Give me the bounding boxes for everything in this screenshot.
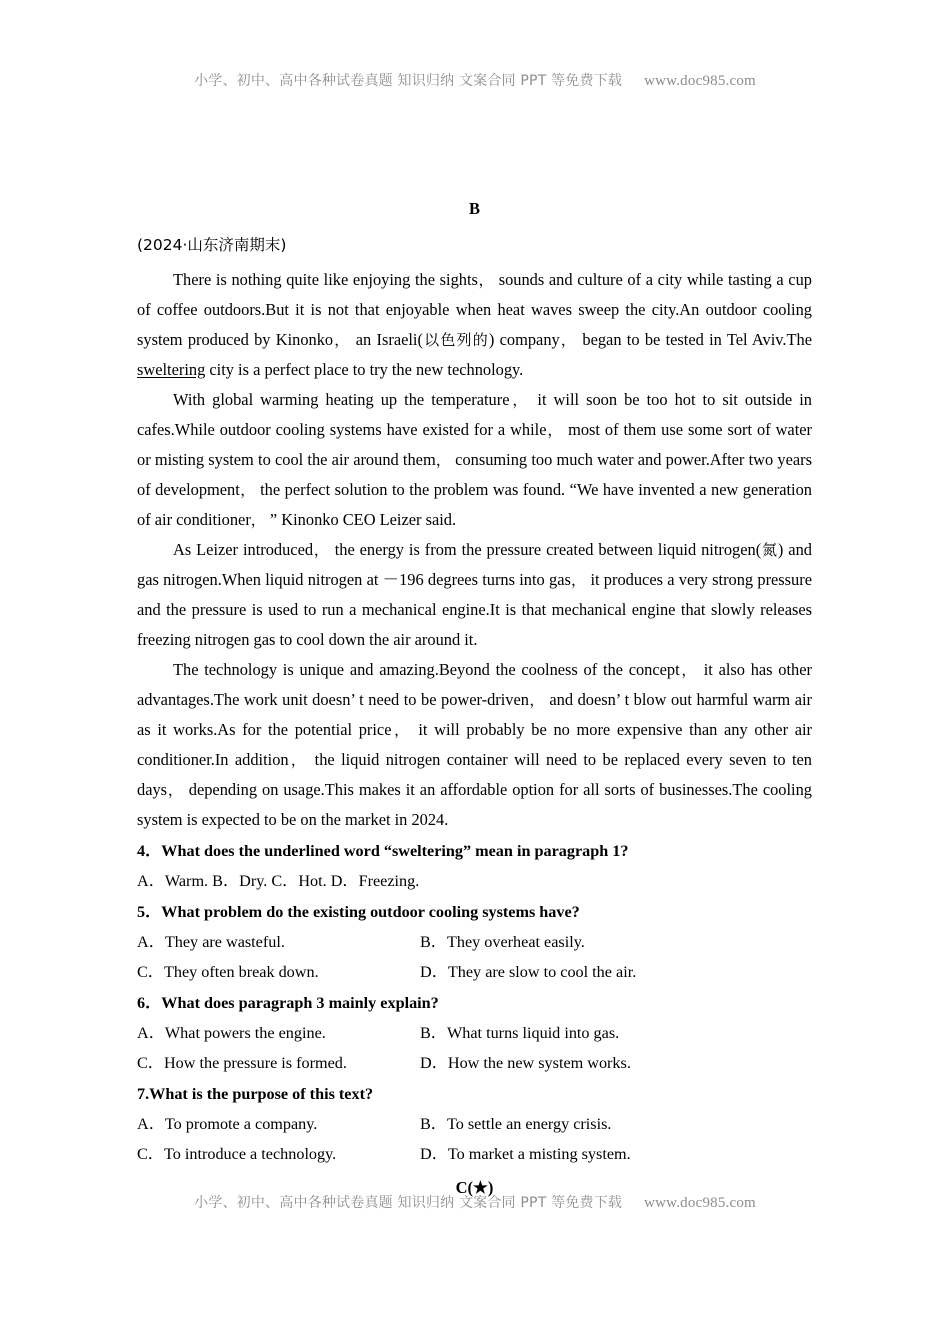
option-b[interactable]	[420, 1109, 812, 1139]
passage-text-run: it will probably be no more expensive than any other air conditioner.In addition	[137, 720, 813, 769]
passage-text-run: it will soon be too hot to sit outside in cafes.While outdoor cooling systems have existed for a while	[137, 390, 812, 439]
option-label: They are slow to cool the air.	[447, 963, 637, 981]
footer-watermark-url: www.doc985.com	[644, 1195, 756, 1211]
option-a[interactable]	[137, 1018, 420, 1048]
option-grid	[137, 927, 812, 987]
option-row	[137, 1139, 812, 1169]
fullwidth-comma: ，	[509, 391, 531, 409]
fullwidth-comma: ，	[333, 331, 351, 349]
passage-text-run: ” Kinonko CEO Leizer said.	[265, 510, 457, 529]
option-letter: A．	[137, 1024, 165, 1042]
option-a[interactable]	[137, 927, 420, 957]
document-content	[137, 0, 812, 1198]
option-grid	[137, 1018, 812, 1078]
option-letter: A．	[137, 1115, 165, 1133]
option-b[interactable]	[420, 1018, 812, 1048]
question-number: 6．	[137, 994, 162, 1012]
passage-text-run: the perfect solution to the problem was found. “We have invented a new generation of air conditioner	[137, 480, 812, 529]
section-heading-b: B	[468, 199, 480, 218]
question-number: 7.	[137, 1085, 150, 1103]
option-row	[137, 1018, 812, 1048]
header-watermark-url: www.doc985.com	[644, 73, 756, 89]
passage-text-run: ) and gas nitrogen.When liquid nitrogen at －196 degrees turns into gas	[137, 540, 812, 589]
fullwidth-comma: ，	[570, 571, 587, 589]
passage-text-run: city is a perfect place to try the new technology.	[205, 360, 524, 379]
passage-text-run: ) company	[488, 330, 560, 349]
option-letter: C．	[137, 963, 164, 981]
option-label: They are wasteful.	[164, 933, 285, 951]
option-label: Freezing.	[358, 872, 420, 890]
option-label: To settle an energy crisis.	[446, 1115, 612, 1133]
fullwidth-comma: ，	[477, 271, 495, 289]
passage-text-run: it produces a very strong pressure and the pressure is used to run a mechanical engine.It is that mechanical engine that slowly releases freezing nitrogen gas to cool down the air around it.	[137, 570, 812, 649]
option-row	[137, 1048, 812, 1078]
question-stem	[137, 897, 812, 927]
option-letter: B．	[420, 1115, 447, 1133]
fullwidth-comma: ，	[313, 541, 330, 559]
option-b[interactable]	[212, 872, 267, 890]
passage-text-run: With global warming heating up the temperature	[173, 390, 510, 409]
option-c[interactable]	[137, 1048, 420, 1078]
option-label: Dry.	[239, 872, 268, 890]
option-label: Hot.	[298, 872, 327, 890]
questions-list	[137, 836, 812, 1169]
passage-paragraph	[137, 265, 812, 385]
question-text: What does the underlined word “sweltering” mean in paragraph 1?	[161, 842, 629, 860]
option-b[interactable]	[420, 927, 812, 957]
option-label: They overheat easily.	[446, 933, 585, 951]
passage-paragraph	[137, 535, 812, 655]
option-letter: D．	[420, 1054, 448, 1072]
fullwidth-comma: ，	[250, 511, 266, 529]
fullwidth-comma: ，	[288, 751, 309, 769]
question-number: 4．	[137, 842, 162, 860]
fullwidth-comma: ，	[239, 481, 256, 499]
question-text: What does paragraph 3 mainly explain?	[161, 994, 439, 1012]
option-grid	[137, 1109, 812, 1169]
question-stem	[137, 988, 812, 1018]
option-letter: D．	[420, 1145, 448, 1163]
option-letter: D．	[420, 963, 448, 981]
passage-text-run: sounds and culture of a city while tasting a cup of coffee outdoors.But it is not that enjoyable when heat waves sweep the city.An outdoor cooling system produced by Kinonko	[137, 270, 812, 349]
option-letter: B．	[212, 872, 240, 890]
chinese-gloss: 以色列的	[422, 331, 489, 349]
option-c[interactable]	[137, 1139, 420, 1169]
option-letter: C．	[137, 1145, 164, 1163]
fullwidth-comma: ，	[391, 721, 412, 739]
underlined-word: sweltering	[137, 360, 206, 379]
option-letter: C．	[271, 872, 299, 890]
passage-text-run: an Israeli(	[350, 330, 423, 349]
option-label: To market a misting system.	[447, 1145, 631, 1163]
question-stem	[137, 836, 812, 866]
passage-text-run: As Leizer introduced	[173, 540, 314, 559]
fullwidth-comma: ，	[679, 661, 698, 679]
passage-text-run: There is nothing quite like enjoying the sights	[173, 270, 478, 289]
option-a[interactable]	[137, 872, 208, 890]
passage-text-run: most of them use some sort of water or misting system to cool the air around them	[137, 420, 812, 469]
option-row	[137, 957, 812, 987]
option-c[interactable]	[137, 957, 420, 987]
option-label: They often break down.	[163, 963, 319, 981]
header-watermark-text: 小学、初中、高中各种试卷真题 知识归纳 文案合同 PPT 等免费下载	[194, 73, 623, 89]
question-text: What problem do the existing outdoor cooling systems have?	[161, 903, 580, 921]
source-line	[137, 235, 812, 256]
passage-text-run: and doesn’ t blow out harmful warm air as it works.As for the potential price	[137, 690, 812, 739]
fullwidth-comma: ，	[435, 451, 451, 469]
option-d[interactable]	[420, 1048, 812, 1078]
option-label: How the new system works.	[447, 1054, 631, 1072]
passage-text-run: it also has other advantages.The work unit doesn’ t need to be power-driven	[137, 660, 812, 709]
option-letter: B．	[420, 933, 447, 951]
footer-watermark	[0, 1192, 950, 1212]
source-line-text: (2024·山东济南期末)	[137, 236, 287, 254]
option-c[interactable]	[271, 872, 326, 890]
option-label: What powers the engine.	[164, 1024, 326, 1042]
option-d[interactable]	[420, 1139, 812, 1169]
option-label: To introduce a technology.	[163, 1145, 337, 1163]
question-text: What is the purpose of this text?	[149, 1085, 374, 1103]
fullwidth-comma: ，	[167, 781, 184, 799]
option-letter: B．	[420, 1024, 447, 1042]
chinese-gloss: 氮	[761, 541, 778, 559]
option-row	[137, 927, 812, 957]
passage-body	[137, 265, 812, 835]
option-label: To promote a company.	[164, 1115, 318, 1133]
passage-text-run: the liquid nitrogen container will need to be replaced every seven to ten days	[137, 750, 813, 799]
option-letter: C．	[137, 1054, 164, 1072]
question-number: 5．	[137, 903, 162, 921]
fullwidth-comma: ，	[546, 421, 564, 439]
section-heading-c: C(★)	[455, 1178, 494, 1197]
option-d[interactable]	[420, 957, 812, 987]
option-letter: A．	[137, 933, 165, 951]
footer-watermark-text: 小学、初中、高中各种试卷真题 知识归纳 文案合同 PPT 等免费下载	[194, 1195, 623, 1211]
passage-paragraph	[137, 385, 812, 535]
option-label: How the pressure is formed.	[163, 1054, 347, 1072]
option-row	[137, 1109, 812, 1139]
option-label: Warm.	[164, 872, 209, 890]
option-d[interactable]	[331, 872, 420, 890]
passage-text-run: the energy is from the pressure created between liquid nitrogen(	[329, 540, 762, 559]
option-letter: A．	[137, 872, 165, 890]
fullwidth-comma: ，	[528, 691, 545, 709]
passage-paragraph	[137, 655, 812, 835]
option-label: What turns liquid into gas.	[446, 1024, 620, 1042]
passage-text-run: depending on usage.This makes it an affordable option for all sorts of businesses.The cooling system is expected to be on the market in 2024.	[137, 780, 812, 829]
option-letter: D．	[330, 872, 359, 890]
passage-text-run: began to be tested in Tel Aviv.The	[577, 330, 812, 349]
question-stem	[137, 1079, 812, 1109]
option-row-inline	[137, 866, 812, 896]
fullwidth-comma: ，	[559, 331, 578, 349]
passage-text-run: The technology is unique and amazing.Beyond the coolness of the concept	[173, 660, 680, 679]
option-a[interactable]	[137, 1109, 420, 1139]
passage-text-run: consuming too much water and power.After two years of development	[137, 450, 812, 499]
